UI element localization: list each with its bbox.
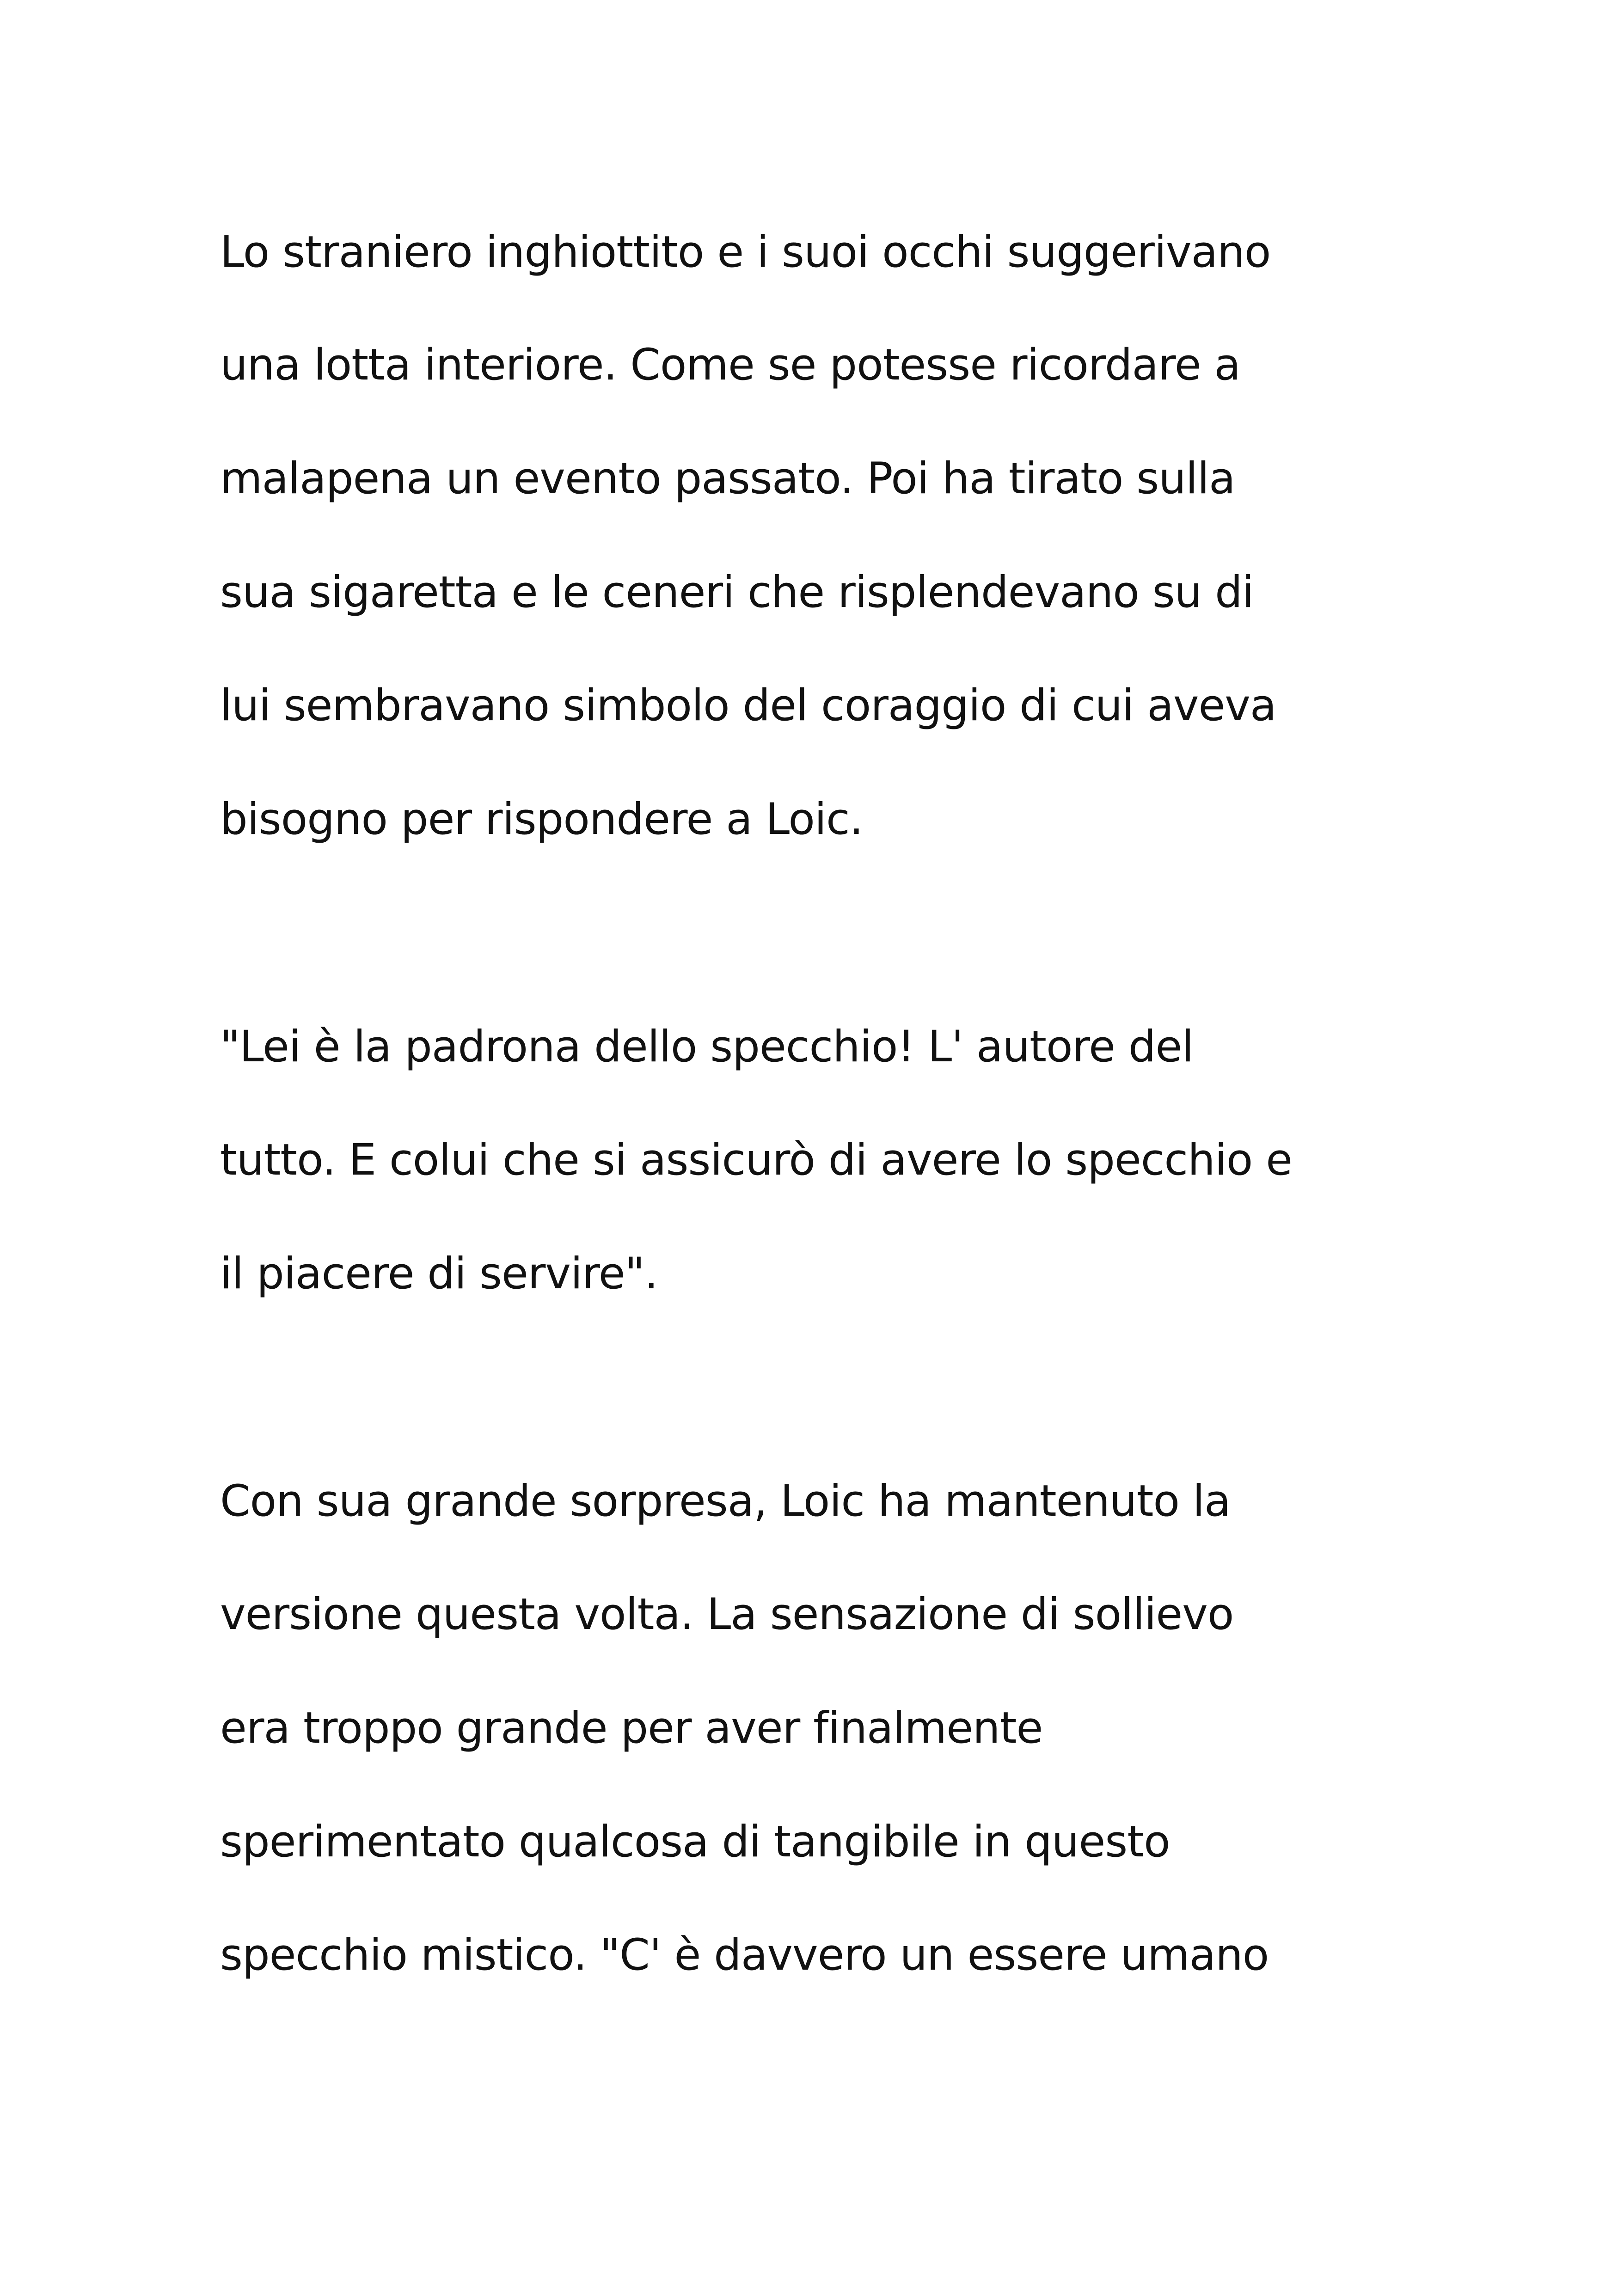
text-line: specchio mistico. "C' è davvero un essere umano [220,1930,1269,1980]
text-line: era troppo grande per aver finalmente [220,1703,1043,1753]
text-line: versione questa volta. La sensazione di sollievo [220,1589,1234,1640]
text-line: tutto. E colui che si assicurò di avere lo specchio e [220,1135,1293,1185]
text-line: lui sembravano simbolo del coraggio di cui aveva [220,680,1276,731]
text-line: Lo straniero inghiottito e i suoi occhi suggerivano [220,227,1271,277]
text-line: bisogno per rispondere a Loic. [220,794,863,845]
text-line: una lotta interiore. Come se potesse ricordare a [220,340,1241,390]
text-line: sua sigaretta e le ceneri che risplendevano su di [220,567,1254,618]
text-line: "Lei è la padrona dello specchio! L' autore del [220,1022,1194,1072]
text-line: Con sua grande sorpresa, Loic ha mantenuto la [220,1476,1231,1526]
text-line: malapena un evento passato. Poi ha tirato sulla [220,453,1235,504]
text-line: il piacere di servire". [220,1249,658,1299]
text-line: sperimentato qualcosa di tangibile in questo [220,1817,1170,1867]
